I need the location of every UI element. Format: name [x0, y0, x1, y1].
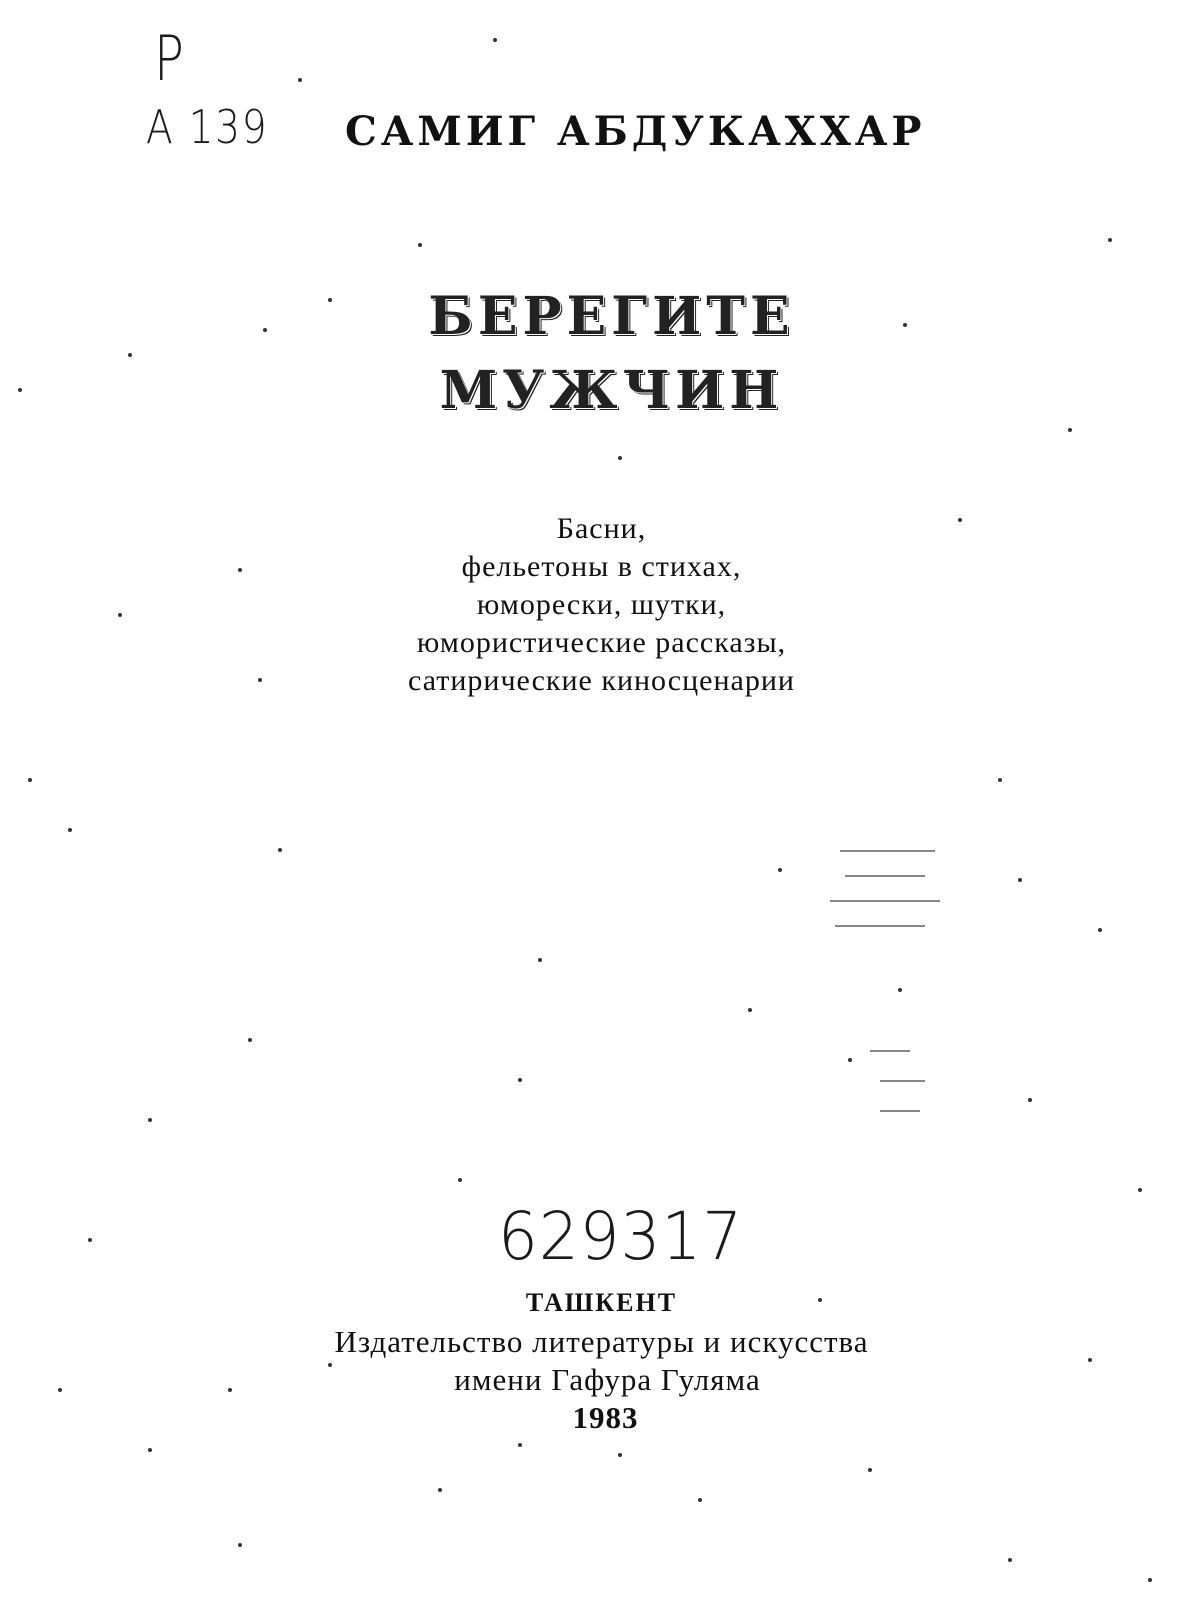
book-title-line-2: МУЖЧИН — [439, 360, 784, 421]
imprint-year: 1983 — [572, 1400, 639, 1435]
handwritten-inventory-number: 629317 — [498, 1198, 744, 1275]
handwritten-call-number: A 139 — [146, 100, 269, 154]
genre-list — [0, 510, 1203, 700]
author-name: САМИГ АБДУКАХХАР — [345, 108, 926, 155]
genre-line: юморески, шутки, — [476, 588, 727, 621]
genre-line: сатирические киносценарии — [408, 664, 795, 697]
genre-line: Басни, — [556, 512, 647, 545]
genre-line: юмористические рассказы, — [416, 626, 787, 659]
imprint-publisher-line-1: Издательство литературы и искусства — [334, 1324, 869, 1359]
handwritten-call-letter: P — [153, 22, 186, 95]
imprint-publisher-line-2: имени Гафура Гуляма — [454, 1362, 761, 1397]
genre-line: фельетоны в стихах, — [461, 550, 742, 583]
imprint-city: ТАШКЕНТ — [525, 1288, 678, 1317]
book-title-line-1: БЕРЕГИТЕ — [428, 286, 795, 347]
